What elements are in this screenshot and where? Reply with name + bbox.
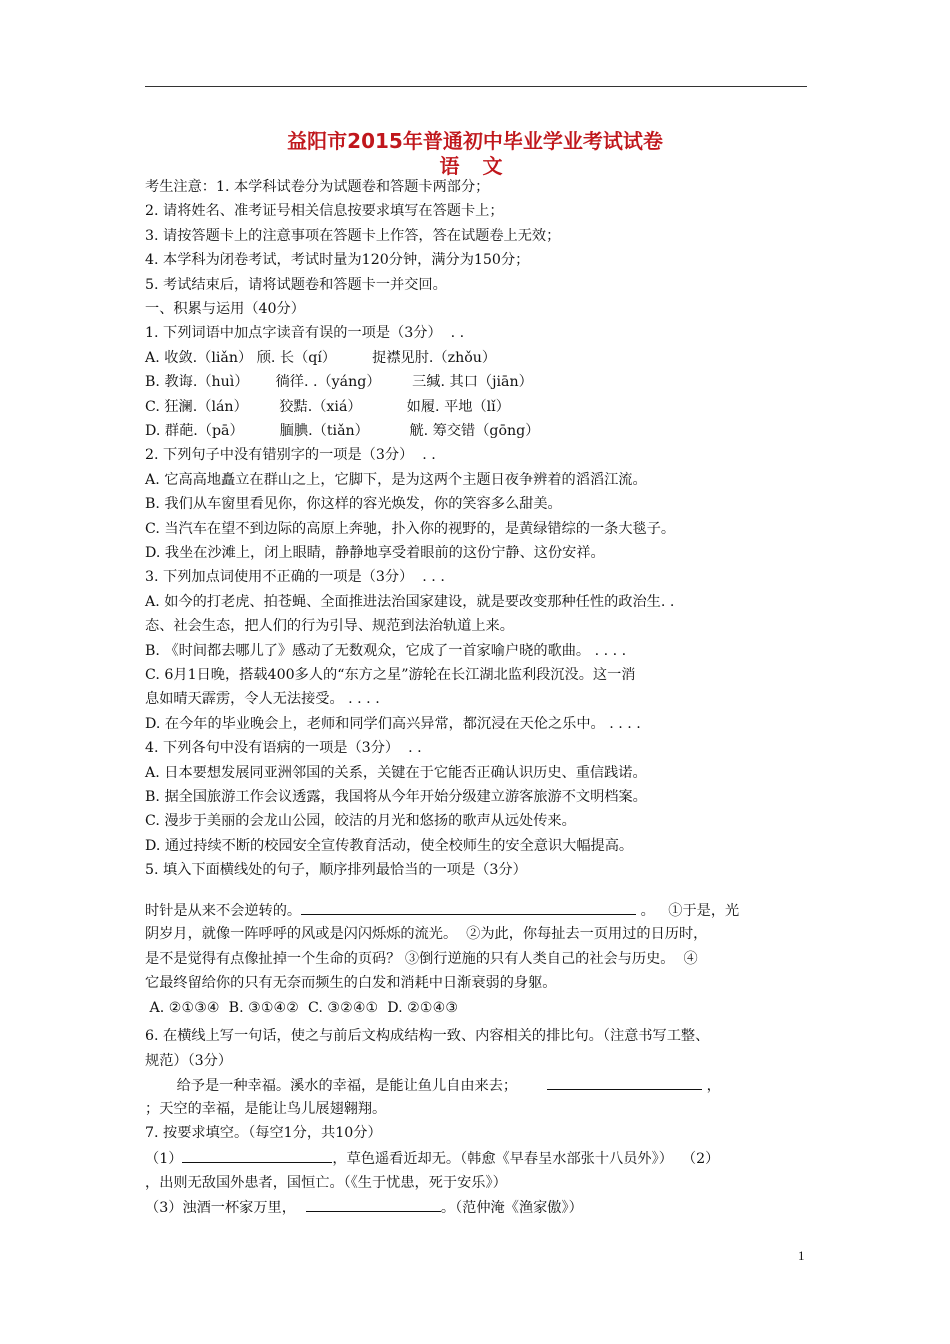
text-line: A. 收敛.（liǎn） 颀. 长（qí） 捉襟见肘.（zhǒu） [145,349,497,366]
subject-title: 语 文 [439,154,511,178]
text-line: 2. 请将姓名、准考证号相关信息按要求填写在答题卡上； [145,203,504,220]
text-line: C. 狂澜.（lán） 狡黠.（xiá） 如履. 平地（lǐ） [145,398,510,415]
q5-lead: 时针是从来不会逆转的。 [145,903,302,919]
q7-blank-1[interactable] [182,1148,332,1163]
page-number: 1 [798,1248,805,1263]
text-line: 4. 下列各句中没有语病的一项是（3分） . . [145,740,422,757]
text-line: C. 当汽车在望不到边际的高原上奔驰，扑入你的视野的，是黄绿错综的一条大毯子。 [145,520,676,537]
q7-item3-post: 。（范仲淹《渔家傲》） [440,1200,583,1216]
text-line: 2. 下列句子中没有错别字的一项是（3分） . . [145,447,436,464]
text-line: A. ②①③④ B. ③①④② C. ③②④① D. ②①④③ [145,999,459,1016]
text-line: 态、社会生态，把人们的行为引导、规范到法治轨道上来。 [145,618,514,635]
q7-item2: ，出则无敌国外患者，国恒亡。（《生于忧患，死于安乐》） [145,1175,507,1191]
text-line: D. 我坐在沙滩上，闭上眼睛，静静地享受着眼前的这份宁静、这份安祥。 [145,545,605,561]
q7-item1-post: ，草色遥看近却无。（韩愈《早春呈水部张十八员外》） （2） [332,1151,720,1167]
text-line: 考生注意：1. 本学科试卷分为试题卷和答题卡两部分； [145,179,490,195]
text-line: 阴岁月，就像一阵呼呼的风或是闪闪烁烁的流光。 ②为此，你每扯去一页用过的日历时， [145,926,708,942]
text-line: 5. 填入下面横线处的句子，顺序排列最恰当的一项是（3分） [145,862,527,879]
text-line: B. 我们从车窗里看见你，你这样的容光焕发，你的笑容多么甜美。 [145,496,562,513]
exam-title: 益阳市2015年普通初中毕业学业考试试卷 [287,129,663,153]
text-line: 6. 在横线上写一句话，使之与前后文构成结构一致、内容相关的排比句。（注意书写工整、 [145,1028,710,1044]
text-line: A. 日本要想发展同亚洲邻国的关系，关键在于它能否正确认识历史、重信践诺。 [145,764,647,781]
text-line: 息如晴天霹雳，令人无法接受。 . . . . [145,691,380,708]
header-rule [145,86,807,87]
q6-body-end: ， [702,1078,721,1094]
q5-answer-blank[interactable] [301,900,636,915]
text-line: 是不是觉得有点像扯掉一个生命的页码？ ③倒行逆施的只有人类自己的社会与历史。 ④ [145,950,698,967]
text-line: C. 6月1日晚，搭载400多人的“东方之星”游轮在长江湖北监利段沉没。这一消 [145,667,636,683]
text-line: A. 如今的打老虎、拍苍蝇、全面推进法治国家建设，就是要改变那种任性的政治生. . [145,593,675,610]
text-line: D. 群葩.（pā） 腼腆.（tiǎn） 觥. 筹交错（gōng） [145,423,540,439]
q6-body-line [145,1075,721,1096]
text-line: B. 《时间都去哪儿了》感动了无数观众，它成了一首家喻户晓的歌曲。 . . . . [145,642,627,659]
text-line: 规范）（3分） [145,1052,233,1069]
q5-lead-line [145,900,739,921]
q6-body-text: 给予是一种幸福。溪水的幸福，是能让鱼儿自由来去； [145,1078,518,1094]
q5-after-blank: 。 ①于是，光 [636,903,740,919]
q7-item1-line [145,1148,719,1169]
q6-answer-blank[interactable] [547,1075,702,1090]
q7-item1-pre: （1） [145,1151,183,1167]
q7-blank-3[interactable] [306,1197,441,1212]
text-line: D. 通过持续不断的校园安全宣传教育活动，使全校师生的安全意识大幅提高。 [145,837,634,854]
text-line: A. 它高高地矗立在群山之上，它脚下，是为这两个主题日夜争辨着的滔滔江流。 [145,471,647,488]
q6-tail: ；天空的幸福，是能让鸟儿展翅翱翔。 [145,1101,387,1117]
text-line: 3. 请按答题卡上的注意事项在答题卡上作答，答在试题卷上无效； [145,227,561,244]
text-line: 5. 考试结束后，请将试题卷和答题卡一并交回。 [145,276,447,293]
text-line: 3. 下列加点词使用不正确的一项是（3分） . . . [145,569,445,586]
q7-item3-pre: （3）浊酒一杯家万里， [145,1200,296,1216]
text-line: B. 教诲.（huì） 徜徉. .（yáng） 三缄. 其口（jiān） [145,374,533,391]
text-line: D. 在今年的毕业晚会上，老师和同学们高兴异常，都沉浸在天伦之乐中。 . . . . [145,715,641,732]
text-line: B. 据全国旅游工作会议透露，我国将从今年开始分级建立游客旅游不文明档案。 [145,789,647,805]
text-line: 一、积累与运用（40分） [145,301,305,317]
text-line: 4. 本学科为闭卷考试，考试时量为120分钟，满分为150分； [145,252,530,269]
text-line: C. 漫步于美丽的会龙山公园，皎洁的月光和悠扬的歌声从远处传来。 [145,813,576,830]
text-line: 1. 下列词语中加点字读音有误的一项是（3分） . . [145,325,465,342]
text-line: 它最终留给你的只有无奈而频生的白发和消耗中日渐衰弱的身躯。 [145,975,557,991]
q7-heading: 7. 按要求填空。（每空1分，共10分） [145,1125,382,1141]
q7-item3-line [145,1197,583,1218]
